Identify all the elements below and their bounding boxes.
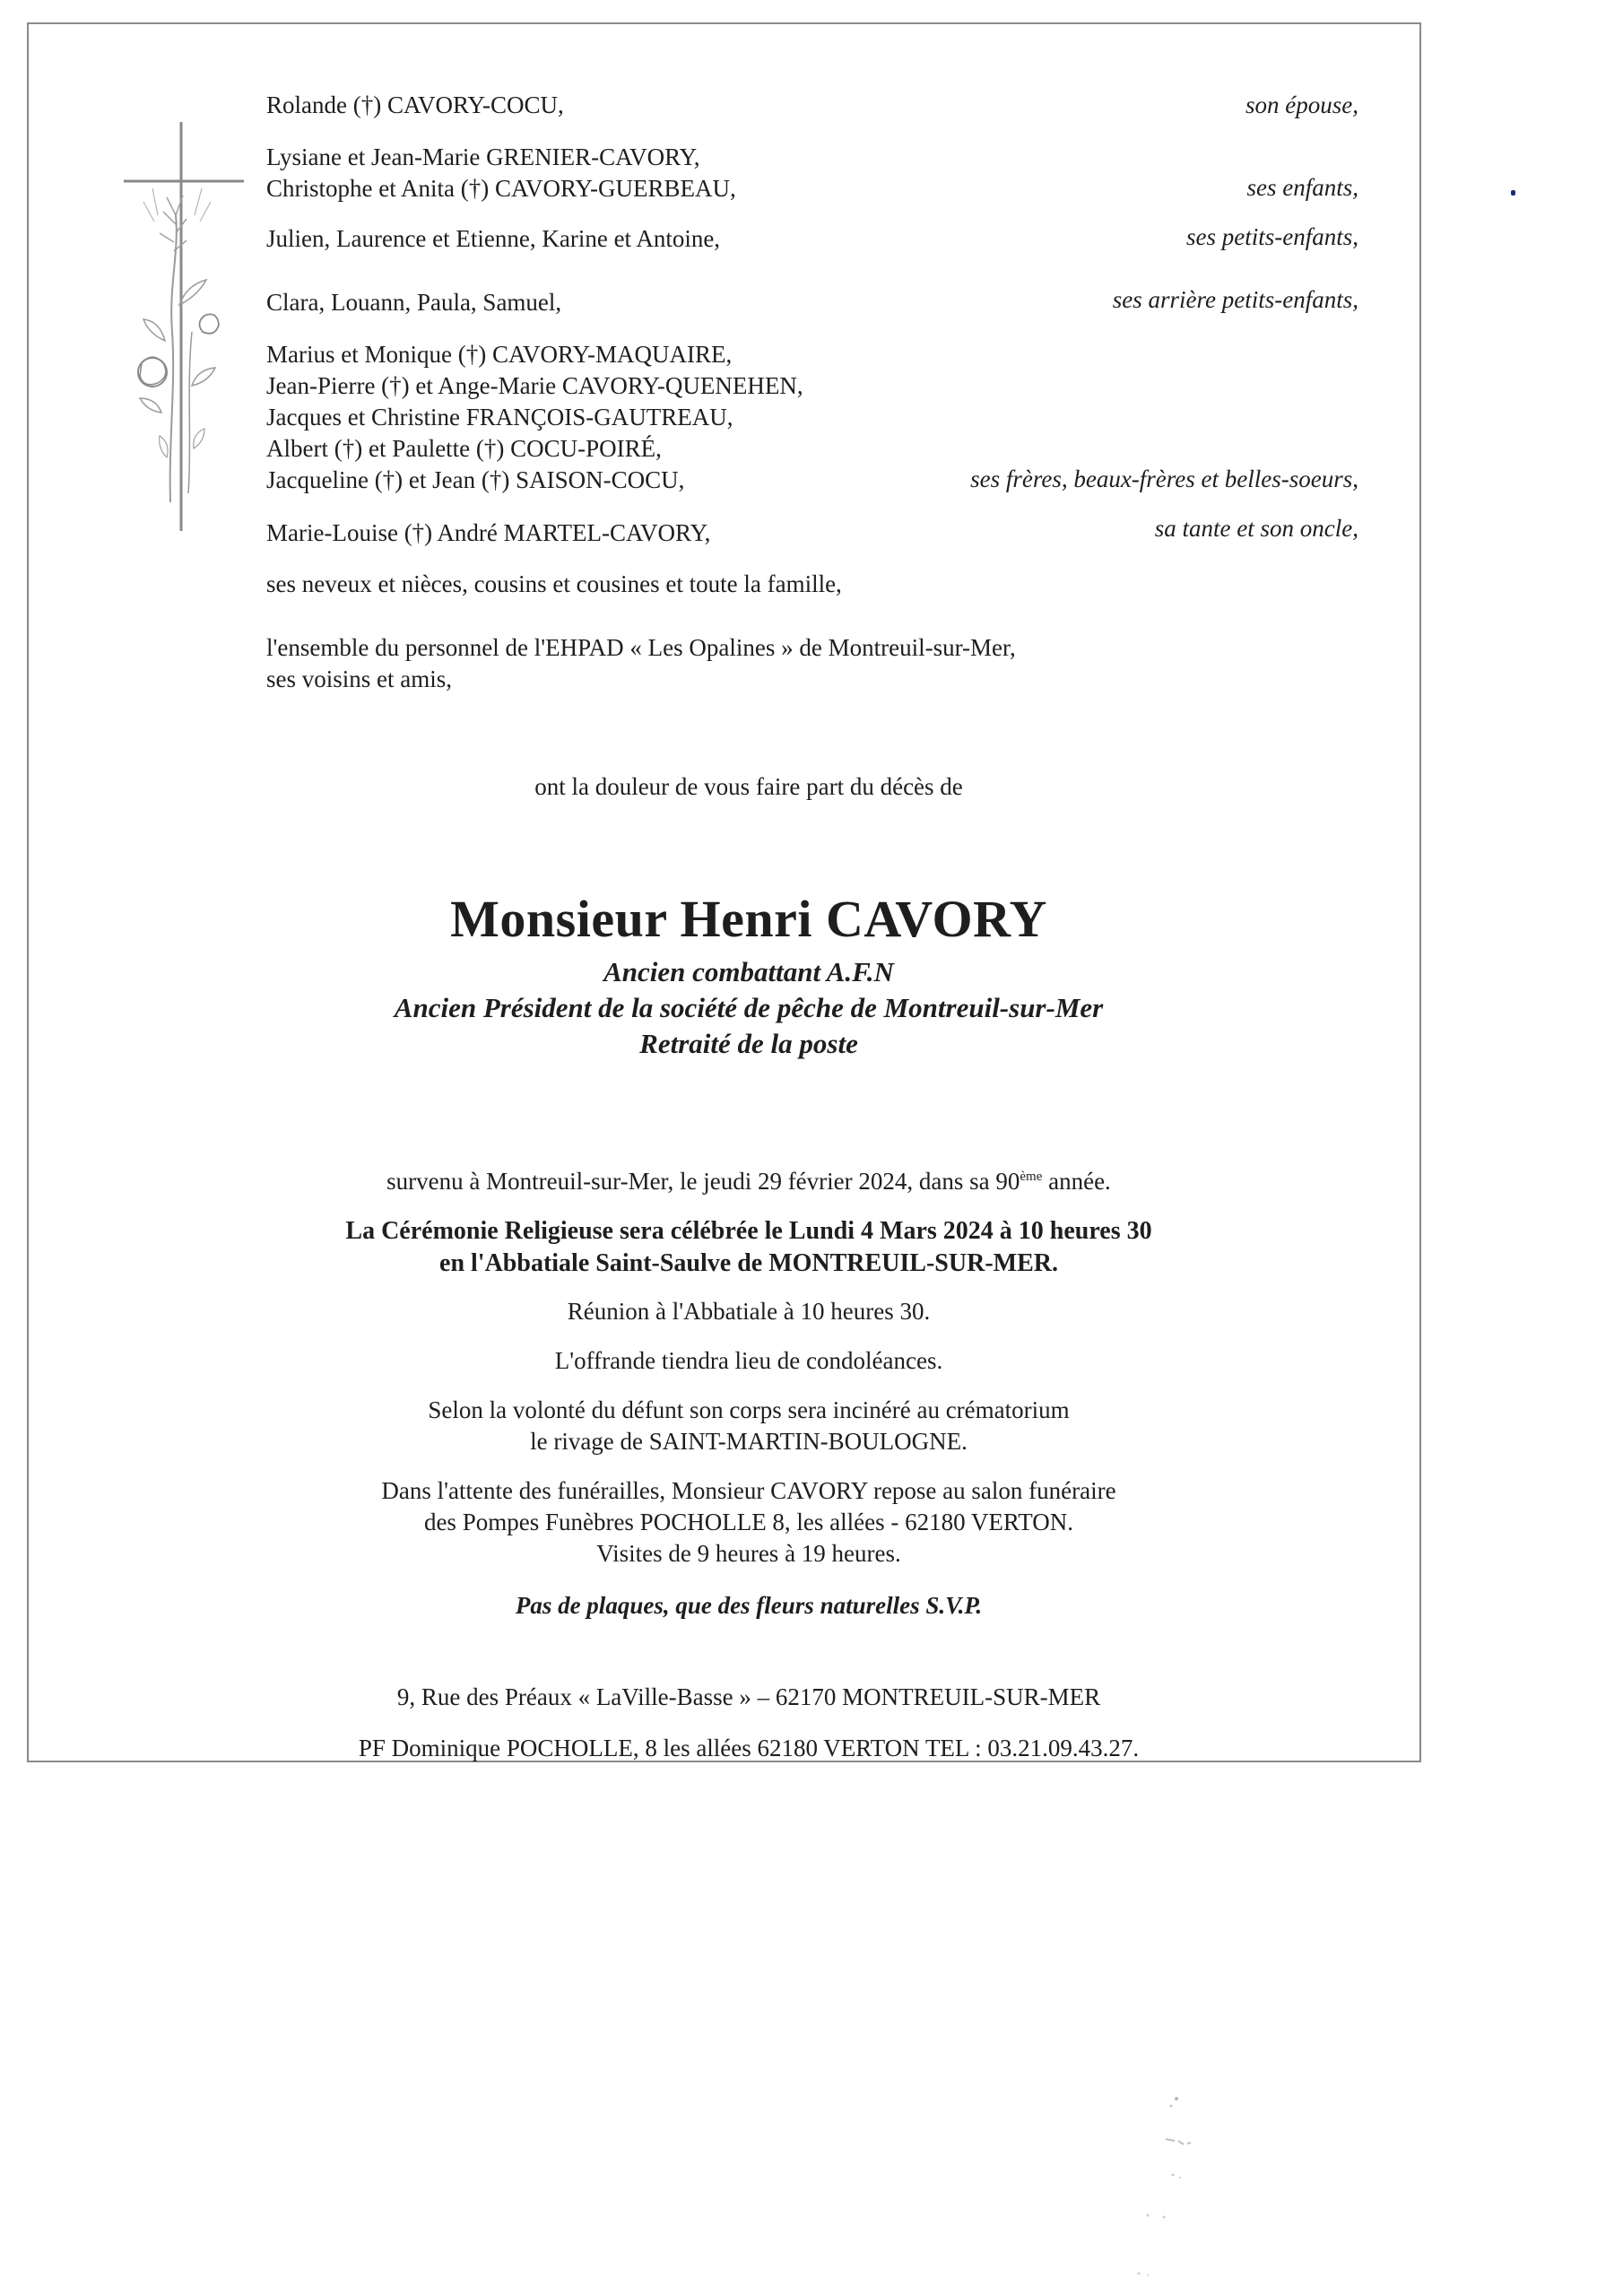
relation-siblings: ses frères, beaux-frères et belles-soeurs, [970,465,1358,492]
meeting-line: Réunion à l'Abbatiale à 10 heures 30. [567,1298,931,1325]
deceased-title: Ancien combattant A.F.N [603,956,894,987]
funeral-home-line-1: Dans l'attente des funérailles, Monsieur CAVORY repose au salon funéraire [381,1477,1116,1504]
cremation-line-1: Selon la volonté du défunt son corps sera incinéré au crématorium [428,1396,1070,1423]
family-names-children: Lysiane et Jean-Marie GRENIER-CAVORY, Christophe et Anita (†) CAVORY-GUERBEAU, [266,144,736,202]
deceased-name: Monsieur Henri CAVORY [450,890,1047,948]
funeral-home-line-2: des Pompes Funèbres POCHOLLE 8, les allées - 62180 VERTON. [423,1509,1074,1535]
family-names-grandchildren: Julien, Laurence et Etienne, Karine et Antoine, [266,225,721,252]
relation-children: ses enfants, [1246,174,1358,201]
deceased-title: Retraité de la poste [639,1028,858,1059]
neighbors-line: ses voisins et amis, [266,665,452,692]
ceremony-line-1: La Cérémonie Religieuse sera célébrée le Lundi 4 Mars 2024 à 10 heures 30 [345,1217,1152,1245]
deceased-title: Ancien Président de la société de pêche de Montreuil-sur-Mer [394,992,1104,1023]
announcement-intro: ont la douleur de vous faire part du décès de [534,773,963,800]
relation-aunt-uncle: sa tante et son oncle, [1154,515,1358,542]
flowers-request: Pas de plaques, que des fleurs naturelles S.V.P. [515,1592,983,1619]
family-names-spouse: Rolande (†) CAVORY-COCU, [266,91,564,118]
cross-with-flowers-icon [117,117,251,538]
ceremony-line-2: en l'Abbatiale Saint-Saulve de MONTREUIL-SUR-MER. [439,1249,1058,1277]
cremation-line-2: le rivage de SAINT-MARTIN-BOULOGNE. [530,1428,968,1455]
extended-family-line: ses neveux et nièces, cousins et cousines et toute la famille, [266,570,842,597]
ehpad-staff-line: l'ensemble du personnel de l'EHPAD « Les Opalines » de Montreuil-sur-Mer, [266,634,1016,661]
family-names-siblings: Marius et Monique (†) CAVORY-MAQUAIRE, Jean-Pierre (†) et Ange-Marie CAVORY-QUENEHEN, Jacques et Christine FRANÇOIS-GAUTREAU, Albert (†) et Paulette (†) COCU-POIRÉ, Jacqueline (†) et Jean (†) SAISON-COCU, [266,341,803,493]
family-address: 9, Rue des Préaux « LaVille-Basse » – 62170 MONTREUIL-SUR-MER [396,1683,1101,1710]
relation-spouse: son épouse, [1245,91,1358,118]
death-notice-line: survenu à Montreuil-sur-Mer, le jeudi 29 février 2024, dans sa 90ème année. [386,1168,1111,1195]
family-names-aunt-uncle: Marie-Louise (†) André MARTEL-CAVORY, [266,519,711,546]
visiting-hours-line: Visites de 9 heures à 19 heures. [596,1540,901,1567]
relation-grandchildren: ses petits-enfants, [1186,223,1358,250]
scan-mark [1511,190,1515,196]
scan-specks [1112,2090,1291,2287]
family-names-great-grandchildren: Clara, Louann, Paula, Samuel, [266,289,562,316]
offering-line: L'offrande tiendra lieu de condoléances. [554,1347,943,1374]
relation-great-grandchildren: ses arrière petits-enfants, [1112,286,1358,313]
funeral-director-footer: PF Dominique POCHOLLE, 8 les allées 62180 VERTON TEL : 03.21.09.43.27. [358,1735,1140,1761]
